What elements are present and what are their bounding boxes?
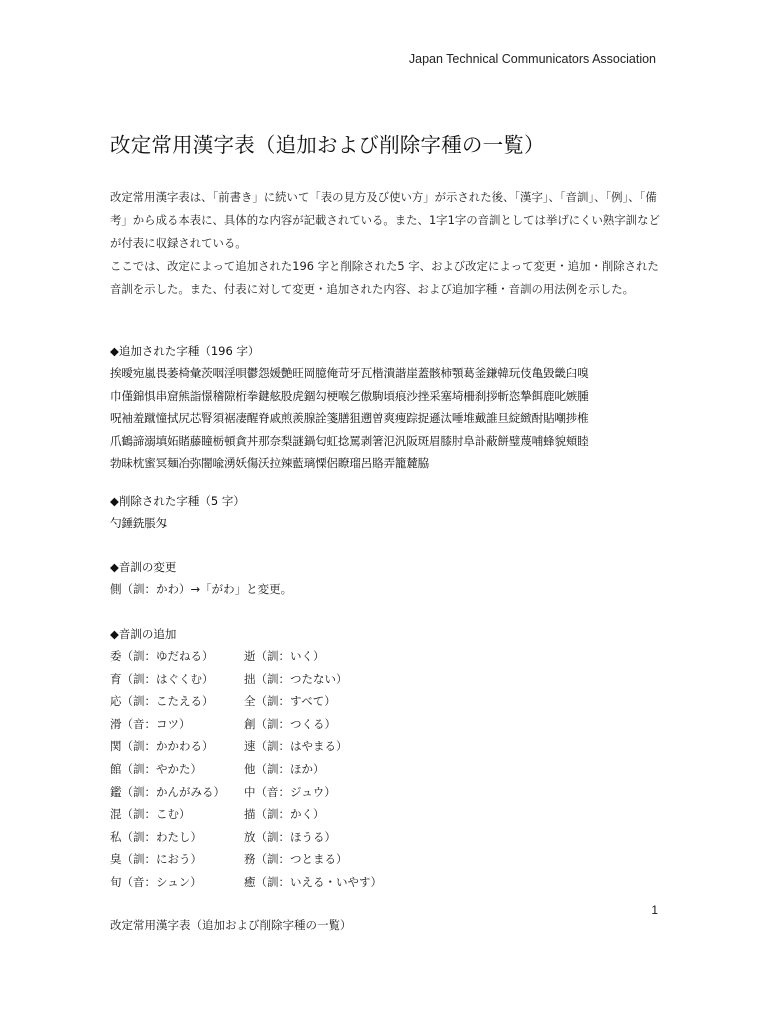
kanji-line: 爪鶴諦溺填妬賭藤瞳栃頓貪丼那奈梨謎鍋匂虹捻罵剥箸氾汎阪斑眉膝肘阜訃蔽餅璧蔑哺蜂貌頬睦 — [110, 433, 589, 448]
reading-entry: 務（訓：つとまる） — [244, 852, 348, 867]
document-title: 改定常用漢字表（追加および削除字種の一覧） — [110, 133, 545, 157]
reading-entry: 癒（訓：いえる・いやす） — [244, 874, 382, 889]
added-readings-section — [110, 623, 670, 894]
reading-entry: 旬（音：シュン） — [110, 874, 202, 889]
reading-entry: 中（音：ジュウ） — [244, 784, 336, 799]
reading-entry: 創（訓：つくる） — [244, 716, 336, 731]
header-organization: Japan Technical Communicators Association — [408, 52, 656, 66]
reading-entry: 鑑（訓：かんがみる） — [110, 784, 225, 799]
changed-reading-line: 側（訓：かわ）→「がわ」と変更。 — [110, 582, 293, 596]
reading-entry: 滑（音：コツ） — [110, 716, 191, 731]
changed-reading-section — [110, 556, 670, 600]
footer-title: 改定常用漢字表（追加および削除字種の一覧） — [110, 918, 352, 932]
kanji-line: 巾僅錦惧串窟熊詣憬稽隙桁拳鍵舷股虎錮勾梗喉乞傲駒頃痕沙挫采塞埼柵刹拶斬恣摯餌鹿叱嫉腫 — [110, 388, 589, 403]
reading-entry: 他（訓：ほか） — [244, 761, 325, 776]
reading-entry: 速（訓：はやまる） — [244, 739, 348, 754]
reading-entry: 館（訓：やかた） — [110, 761, 202, 776]
reading-entry: 全（訓：すべて） — [244, 694, 336, 709]
readings-grid — [110, 645, 670, 894]
reading-entry: 拙（訓：つたない） — [244, 671, 348, 686]
reading-entry: 放（訓：ほうる） — [244, 829, 336, 844]
section-heading: ◆削除された字種（5 字） — [110, 494, 245, 508]
deleted-kanji-list: 勺錘銑脹匁 — [110, 516, 167, 530]
reading-entry: 育（訓：はぐくむ） — [110, 671, 214, 686]
section-heading: ◆追加された字種（196 字） — [110, 344, 260, 358]
section-heading: ◆音訓の変更 — [110, 560, 177, 574]
kanji-line: 挨曖宛嵐畏萎椅彙茨咽淫唄鬱怨媛艶旺岡臆俺苛牙瓦楷潰諧崖蓋骸柿顎葛釜鎌韓玩伎亀毀畿臼嗅 — [110, 366, 589, 380]
reading-entry: 関（訓：かかわる） — [110, 739, 214, 754]
reading-entry: 私（訓：わたし） — [110, 829, 202, 844]
page-number: 1 — [651, 903, 658, 917]
reading-entry: 委（訓：ゆだねる） — [110, 649, 214, 663]
intro-text — [110, 186, 660, 301]
added-kanji-section — [110, 340, 670, 475]
reading-entry: 描（訓：かく） — [244, 807, 325, 822]
intro-paragraph-1: 改定常用漢字表は、「前書き」に続いて「表の見方及び使い方」が示された後、「漢字」、「音訓」、「例」、「備考」から成る本表に、具体的な内容が記載されている。また、1字1字の音訓としては挙げにくい熟字訓などが付表に収録されている。 — [110, 190, 660, 250]
kanji-line: 呪袖羞蹴憧拭尻芯腎須裾凄醒脊戚煎羨腺詮箋膳狙遡曽爽痩踪捉遜汰唾堆戴誰旦綻緻酎貼嘲捗椎 — [110, 411, 589, 425]
kanji-line: 勃昧枕蜜冥麺冶弥闇喩湧妖傷沃拉辣藍璃慄侶瞭瑠呂賂弄籠麓脇 — [110, 456, 430, 470]
intro-paragraph-2: ここでは、改定によって追加された196 字と削除された5 字、および改定によって変更・追加・削除された音訓を示した。また、付表に対して変更・追加された内容、および追加字種・音訓の用法例を示した。 — [110, 259, 659, 296]
reading-entry: 応（訓：こたえる） — [110, 694, 214, 709]
section-heading: ◆音訓の追加 — [110, 627, 177, 641]
reading-entry: 混（訓：こむ） — [110, 807, 191, 822]
reading-entry: 逝（訓：いく） — [244, 649, 325, 663]
reading-entry: 臭（訓：におう） — [110, 852, 202, 867]
deleted-kanji-section — [110, 490, 670, 535]
